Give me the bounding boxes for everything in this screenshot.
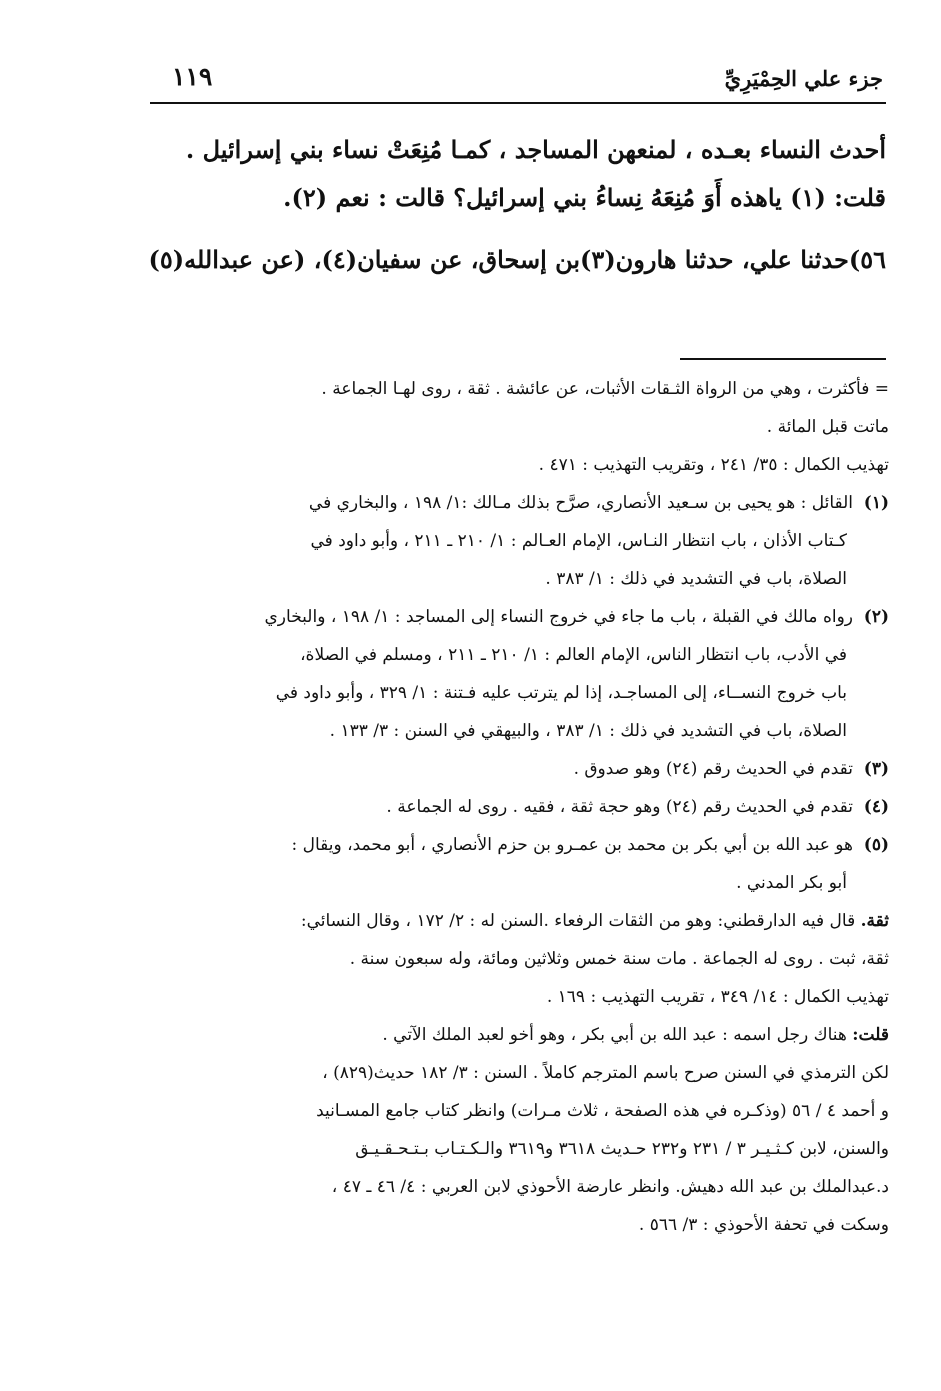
page-number: ١١٩ [172,62,213,91]
footnote-number: (١) [863,493,889,513]
main-text-line: قلت: (١) ياهذه أَوَ مُنِعَهُ نِساءُ بني إسرائيل؟ قالت : نعم (٢). [283,183,886,212]
footnote-5-detail: والسنن، لابن كـثـيـر ٣ / ٢٣١ و٢٣٢ حـديث ٣٦١٨ و٣٦١٩ والـكـتـاب بـتـحـقـيـق [355,1139,889,1159]
footnote-number: (٥) [863,835,889,855]
bold-label: قلت: [852,1025,889,1045]
header-title: جزء علي الحِمْيَرِيِّ [724,66,883,91]
footnote-number: (٢) [863,607,889,627]
footnote-5-detail: وسكت في تحفة الأحوذي : ٣/ ٥٦٦ . [638,1215,889,1235]
footnote-1 [150,484,889,522]
page-header [150,60,883,104]
footnote-text: تقدم في الحديث رقم (٢٤) وهو صدوق . [573,759,853,779]
footnote-separator [680,358,886,360]
footnote-5-detail: ثقة، ثبت . روى له الجماعة . مات سنة خمس وثلاثين ومائة، وله سبعون سنة . [349,949,889,969]
hadith-56-line: ٥٦)حدثنا علي، حدثنا هارون(٣)بن إسحاق، عن سفيان(٤)، (عن عبدالله(٥) [148,245,886,274]
footnote-continued-line: = فأكثرت ، وهي من الرواة الثـقات الأثبات، عن عائشة . ثقة ، روى لهـا الجماعة . [321,379,889,399]
footnote-5-line: أبو بكر المدني . [736,873,847,893]
footnote-continued-line: تهذيب الكمال : ٣٥/ ٢٤١ ، وتقريب التهذيب : ٤٧١ . [538,455,889,475]
footnote-3 [150,750,889,788]
footnote-1-line: الصلاة، باب في التشديد في ذلك : ١/ ٣٨٣ . [545,569,847,589]
bold-label: ثقة. [860,911,889,931]
footnote-2 [150,598,889,636]
footnote-2-line: في الأدب، باب انتظار الناس، الإمام العالم : ١/ ٢١٠ ـ ٢١١ ، ومسلم في الصلاة، [300,645,847,665]
footnote-number: (٤) [863,797,889,817]
footnote-continued-line: ماتت قبل المائة . [766,417,889,437]
footnote-5 [150,826,889,864]
footnote-5-detail: ثقة. قال فيه الدارقطني: وهو من الثقات الرفعاء .السنن له : ٢/ ١٧٢ ، وقال النسائي: [300,911,889,931]
footnote-1-line: كـتاب الأذان ، باب انتظار النـاس، الإمام العـالم : ١/ ٢١٠ ـ ٢١١ ، وأبو داود في [310,531,847,551]
footnote-2-line: الصلاة، باب في التشديد في ذلك : ١/ ٣٨٣ ، والبيهقي في السنن : ٣/ ١٣٣ . [329,721,847,741]
header-rule [150,102,886,104]
footnote-text: تقدم في الحديث رقم (٢٤) وهو حجة ثقة ، فقيه . روى له الجماعة . [386,797,853,817]
footnote-5-detail: د.عبدالملك بن عبد الله دهيش. وانظر عارضة الأحوذي لابن العربي : ٤/ ٤٦ ـ ٤٧ ، [331,1177,889,1197]
footnote-2-line: باب خروج النســاء، إلى المساجـد، إذا لم يترتب عليه فـتنة : ١/ ٣٢٩ ، وأبو داود في [275,683,847,703]
footnotes [150,370,889,1244]
footnote-4 [150,788,889,826]
main-text-line: أحدث النساء بعـده ، لمنعهن المساجد ، كمـا مُنِعَتْ نساء بني إسرائيل . [185,135,886,164]
footnote-number: (٣) [863,759,889,779]
footnote-5-detail: قلت: هناك رجل اسمه : عبد الله بن أبي بكر ، وهو أخو لعبد الملك الآتي . [382,1025,889,1045]
footnote-text: رواه مالك في القبلة ، باب ما جاء في خروج النساء إلى المساجد : ١/ ١٩٨ ، والبخاري [264,607,853,627]
footnote-5-detail: و أحمد ٤ / ٥٦ (وذكـره في هذه الصفحة ، ثلاث مـرات) وانظر كتاب جامع المسـانيد [316,1101,889,1121]
footnote-5-detail: تهذيب الكمال : ١٤/ ٣٤٩ ، تقريب التهذيب : ١٦٩ . [546,987,889,1007]
footnote-5-detail: لكن الترمذي في السنن صرح باسم المترجم كاملاً . السنن : ٣/ ١٨٢ حديث(٨٢٩) ، [322,1063,889,1083]
main-text [150,126,886,284]
footnote-text: القائل : هو يحيى بن سـعيد الأنصاري، صرَّح بذلك مـالك :١/ ١٩٨ ، والبخاري في [308,493,853,513]
footnote-text: هو عبد الله بن أبي بكر بن محمد بن عمـرو بن حزم الأنصاري ، أبو محمد، ويقال : [291,835,853,855]
